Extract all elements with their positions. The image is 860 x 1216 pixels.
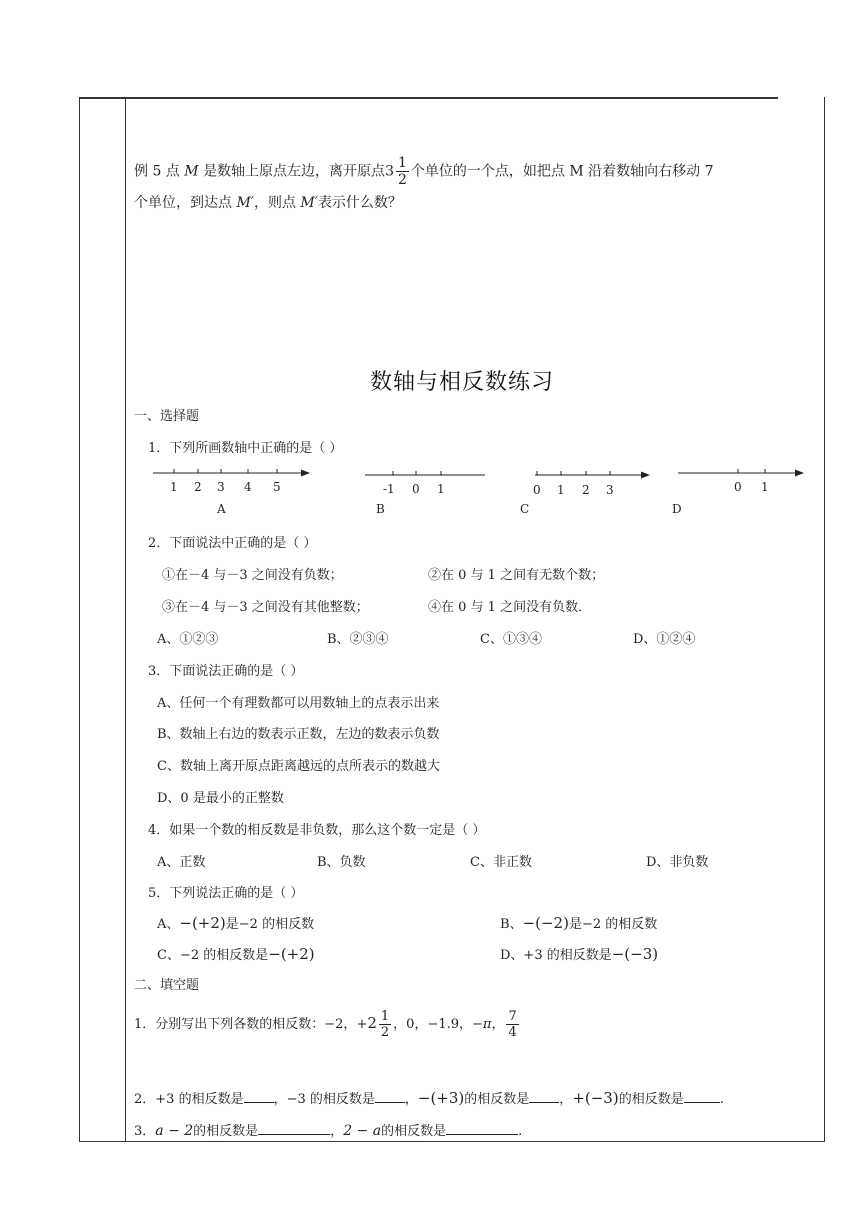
tick-label-a-3: 3 [217,480,225,494]
q2-statement-1: ①在－4 与－3 之间没有负数； [162,568,343,583]
tick-label-b-2: 0 [412,482,420,496]
q4-option-a: A、正数 [157,855,206,870]
number-line-c [520,471,650,516]
table-bottom-border [79,1141,825,1142]
q3-stem: 3．下面说法正确的是（ ） [148,664,304,679]
tick-label-a-1: 1 [170,480,178,494]
option-letter-d: D [672,502,682,516]
number-line-a [153,469,310,516]
var-m-prime: M′ [236,195,254,211]
option-letter-b: B [376,502,385,516]
tick-label-d-1: 0 [734,480,742,494]
example5-text-b: 是数轴上原点左边，离开原点 [203,163,386,180]
section1-heading: 一、选择题 [134,409,200,424]
q4-option-d: D、非负数 [646,855,709,870]
table-inner-divider [125,97,126,1142]
tick-label-c-2: 1 [557,483,565,497]
answer-blank-3[interactable] [529,1090,559,1103]
expr-neg-plus2-c: −(+2) [268,945,315,963]
number-line-options [140,460,820,520]
fraction-half: $\frac{1}{2}$ [397,155,407,188]
page-title: 数轴与相反数练习 [370,370,555,395]
number-line-b [365,471,485,516]
tick-label-c-3: 2 [582,483,590,497]
var-m: M [184,163,199,180]
q3-option-a: A、任何一个有理数都可以用数轴上的点表示出来 [157,696,440,711]
answer-blank-2[interactable] [375,1090,405,1103]
q1-stem: 1．下列所画数轴中正确的是（ ） [148,441,343,456]
expr-neg-plus2: −(+2) [179,914,226,932]
q3-option-d: D、0 是最小的正整数 [157,791,284,806]
tick-label-b-1: -1 [383,482,395,496]
q5-option-c: C、−2 的相反数是−(+2) [157,945,315,963]
tick-label-d-2: 1 [761,480,769,494]
q4-option-c: C、非正数 [470,855,532,870]
q5-stem: 5．下列说法正确的是（ ） [148,886,304,901]
tick-label-a-5: 5 [273,480,281,494]
expr-2-minus-a: 2 − a [343,1123,382,1139]
example5-text-e: ，则点 [253,195,296,211]
fill-q3: 3．a − 2的相反数是 ，2 − a的相反数是 . [134,1123,523,1139]
tick-label-c-1: 0 [533,483,541,497]
expr-neg-neg3: −(−3) [611,945,659,963]
neg-pi: −π [472,1017,492,1032]
mixed-whole: 3 [385,163,394,180]
q2-option-c: C、①③④ [480,632,542,647]
tick-label-c-4: 3 [606,483,614,497]
option-letter-a: A [217,502,226,516]
option-letter-c: C [520,502,530,516]
q3-option-b: B、数轴上右边的数表示正数，左边的数表示负数 [157,727,440,742]
example5-text-d: 个单位，到达点 [134,195,232,211]
q2-option-a: A、①②③ [157,632,219,647]
example5-line1 [134,156,714,187]
answer-blank-6[interactable] [446,1122,518,1135]
fraction-half-2: $\frac{1}{2}$ [380,1009,390,1040]
q2-option-b: B、②③④ [327,632,389,647]
tick-label-a-2: 2 [194,480,202,494]
fraction-seven-fourths: $\frac{7}{4}$ [508,1009,517,1040]
q2-option-d: D、①②④ [633,632,696,647]
q3-option-c: C、数轴上离开原点距离越远的点所表示的数越大 [157,759,440,774]
example5-text-c: 个单位的一个点，如把点 M 沿着数轴向右移动 7 [410,163,714,180]
table-right-border [824,97,825,1142]
q2-statement-3: ③在－4 与－3 之间没有其他整数； [162,600,369,615]
q4-stem: 4．如果一个数的相反数是非负数，那么这个数一定是（ ） [148,823,486,838]
table-top-border [80,97,778,99]
tick-label-a-4: 4 [244,480,252,494]
q4-option-b: B、负数 [317,855,366,870]
answer-blank-5[interactable] [258,1122,330,1135]
expr-neg-neg2: −(−2) [522,914,569,932]
answer-blank-1[interactable] [244,1090,274,1103]
q2-stem: 2．下面说法中正确的是（ ） [148,536,317,551]
table-left-border [79,97,80,1142]
example5-label: 例 5 点 [134,163,180,180]
number-line-d [672,469,804,516]
example5-line2 [134,192,402,212]
example5-text-f: 表示什么数？ [317,195,402,211]
q5-option-b: B、−(−2)是−2 的相反数 [500,914,658,932]
var-m-prime-2: M′ [300,195,318,211]
q5-option-a: A、−(+2)是−2 的相反数 [157,914,315,932]
tick-label-b-3: 1 [437,482,445,496]
section2-heading: 二、填空题 [134,978,200,993]
fill-q1: 1．分别写出下列各数的相反数：−2，+2 $\frac{1}{2}$ ，0，−1.9，−π， $\frac{7}{4}$ [134,1009,517,1040]
expr-a-minus-2: a − 2 [155,1123,194,1139]
answer-blank-4[interactable] [684,1090,720,1103]
q2-statement-4: ④在 0 与 1 之间没有负数． [428,600,592,615]
q5-option-d: D、+3 的相反数是−(−3) [500,945,659,963]
q2-statement-2: ②在 0 与 1 之间有无数个数； [428,568,605,583]
fill-q2: 2．+3 的相反数是 ，−3 的相反数是 ，−(+3)的相反数是 ，+(−3)的相反数是 . [134,1089,724,1107]
